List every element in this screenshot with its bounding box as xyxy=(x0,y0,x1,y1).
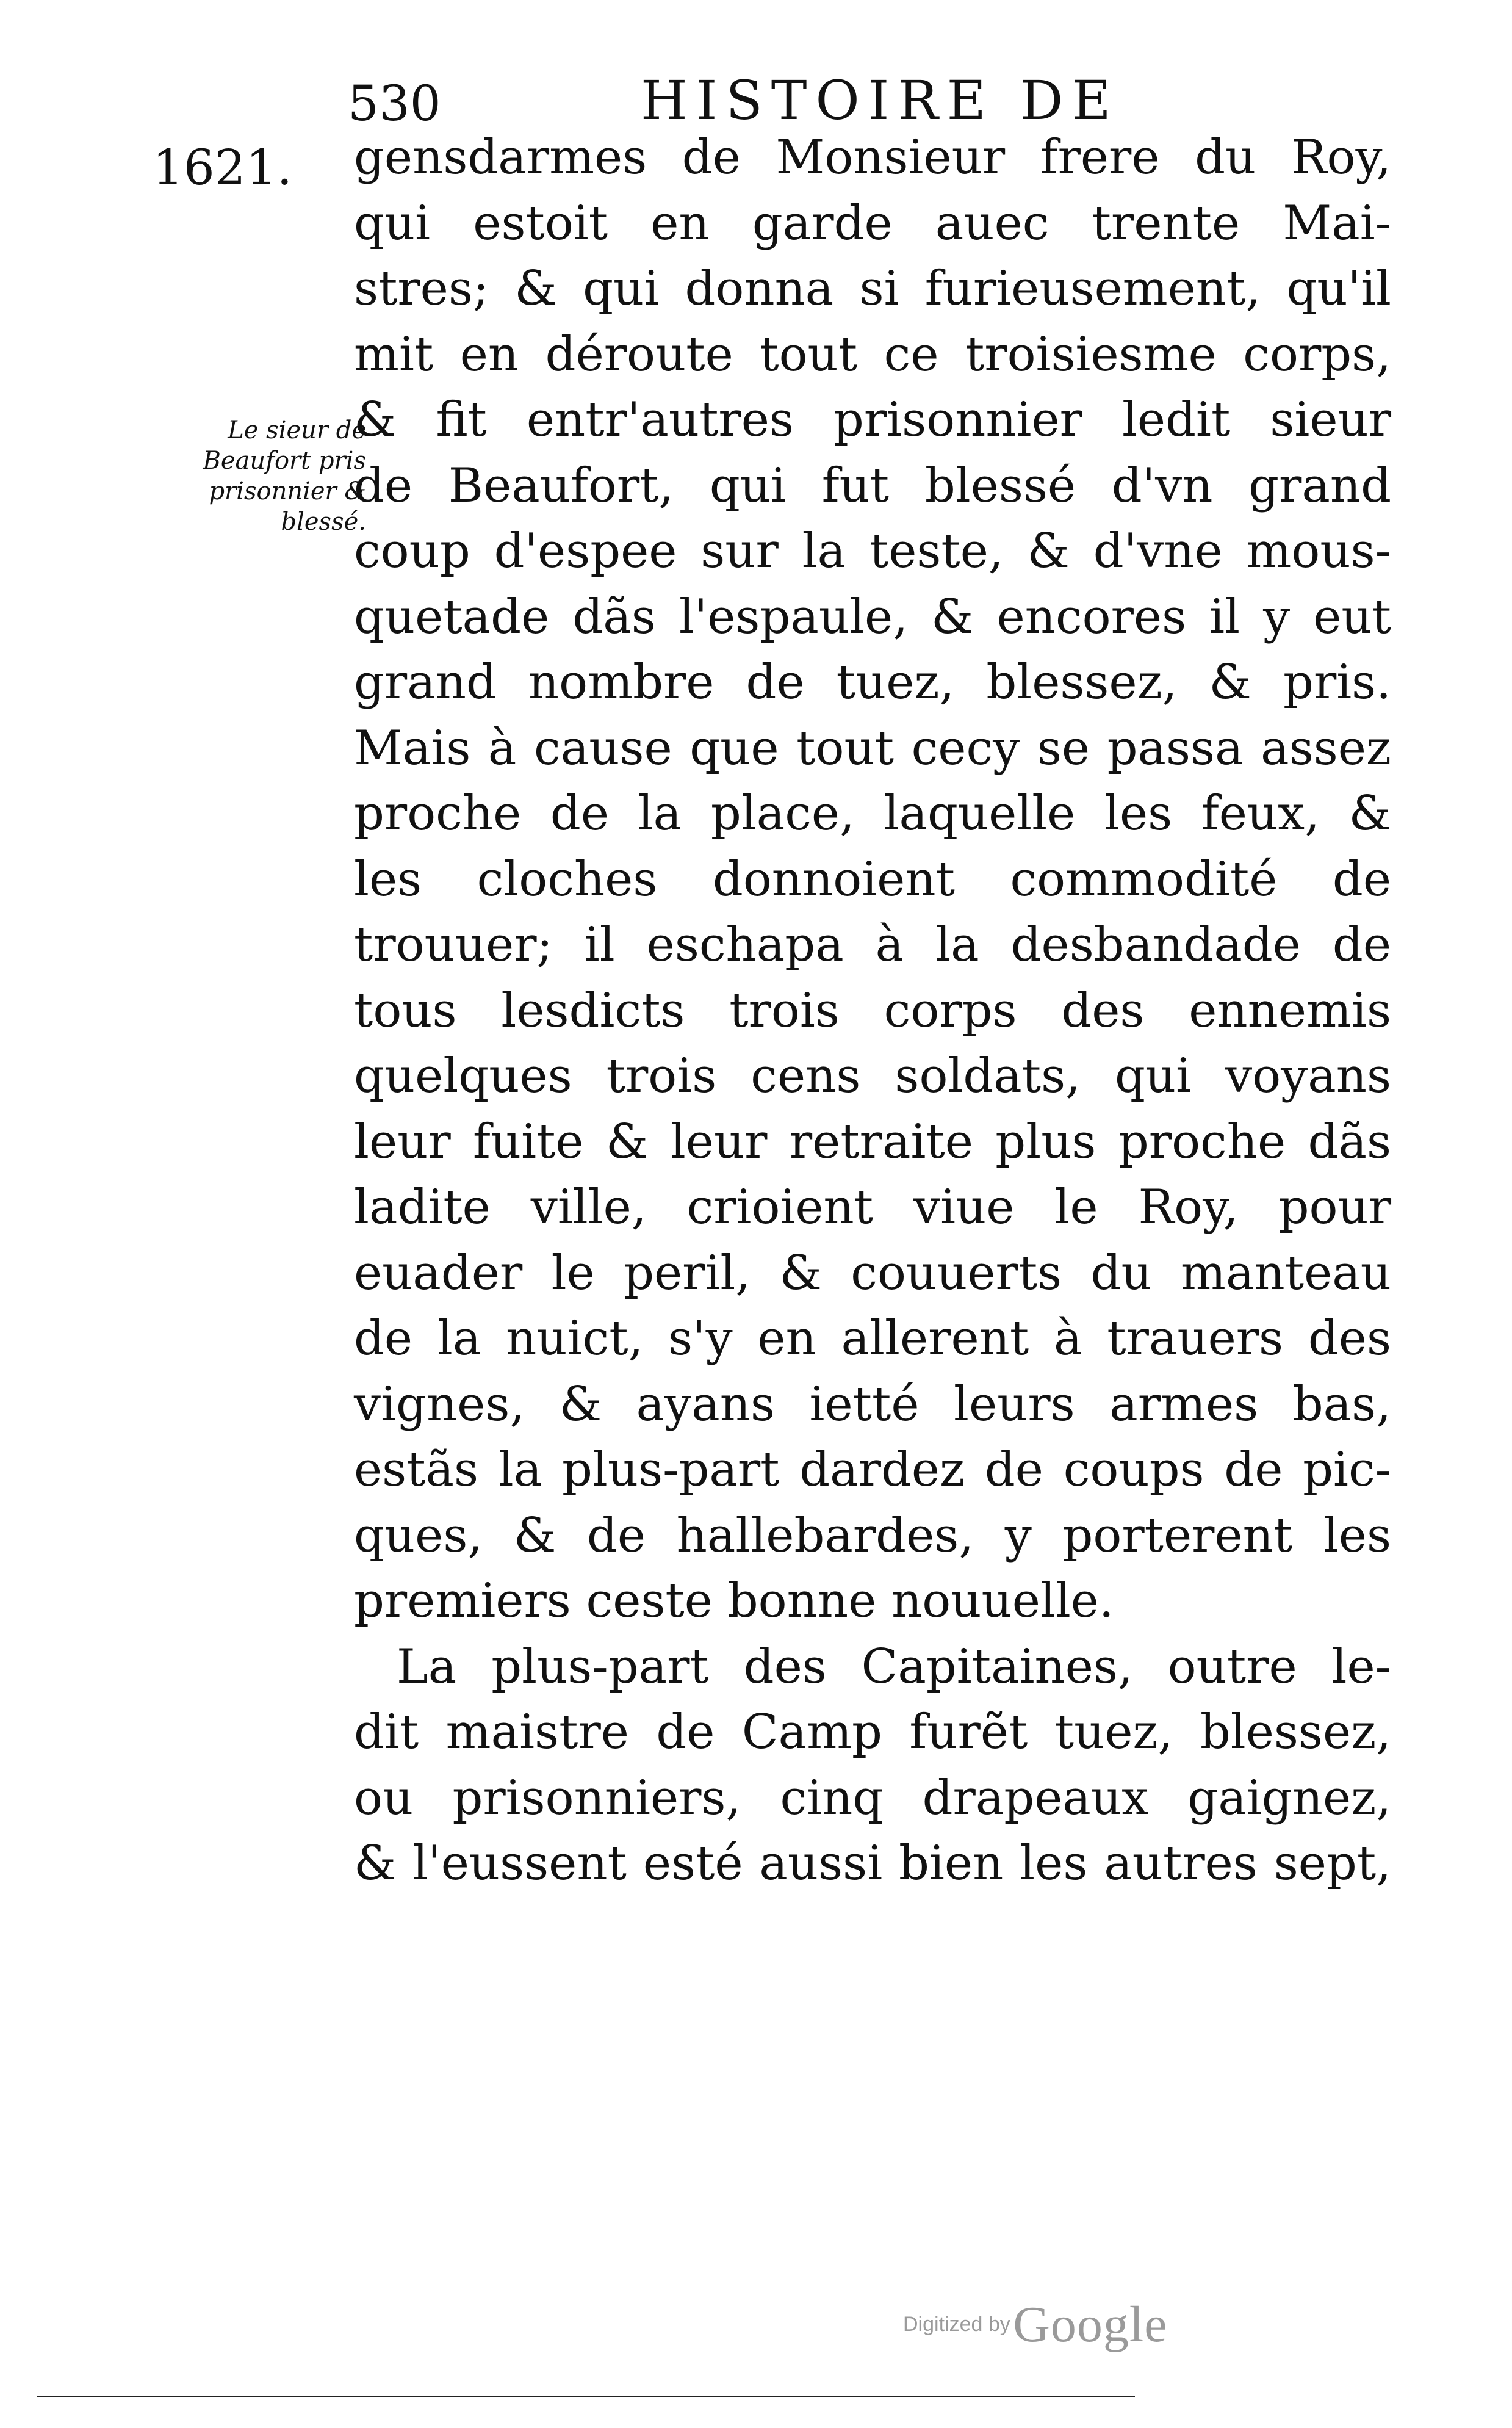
marginal-note-line: prisonnier & xyxy=(209,477,366,505)
text-line: ou prisonniers, cinq drapeaux gaignez, xyxy=(354,1770,1391,1826)
text-line: gensdarmes de Monsieur frere du Roy, xyxy=(354,130,1391,185)
text-line: Mais à cause que tout cecy se passa assez xyxy=(354,720,1391,776)
text-line: & fit entr'autres prisonnier ledit sieur xyxy=(354,392,1391,447)
text-line: stres; & qui donna si furieusement, qu'il xyxy=(354,261,1391,316)
text-line: grand nombre de tuez, blessez, & pris. xyxy=(354,655,1391,710)
marginal-note-line: blessé. xyxy=(281,508,366,536)
text-line: trouuer; il eschapa à la desbandade de xyxy=(354,917,1391,972)
digitized-watermark xyxy=(903,2295,1168,2354)
text-line: tous lesdicts trois corps des ennemis xyxy=(354,983,1391,1038)
text-line: dit maistre de Camp furẽt tuez, blessez, xyxy=(354,1705,1391,1760)
text-line: leur fuite & leur retraite plus proche dãs xyxy=(354,1114,1391,1169)
text-line: premiers ceste bonne nouuelle. xyxy=(354,1574,1114,1628)
running-head: HISTOIRE DE xyxy=(641,69,1120,132)
text-line: vignes, & ayans ietté leurs armes bas, xyxy=(354,1376,1391,1432)
text-line: La plus-part des Capitaines, outre le- xyxy=(397,1639,1391,1694)
body-text xyxy=(354,125,1391,1897)
page-number: 530 xyxy=(348,75,441,132)
watermark-prefix: Digitized by xyxy=(903,2313,1010,2336)
text-line: quetade dãs l'espaule, & encores il y eut xyxy=(354,589,1391,645)
text-line: & l'eussent esté aussi bien les autres sept, xyxy=(354,1836,1391,1891)
text-line: estãs la plus-part dardez de coups de pic- xyxy=(354,1442,1391,1497)
marginal-note-line: Beaufort pris xyxy=(203,447,366,475)
text-line: de la nuict, s'y en allerent à trauers des xyxy=(354,1311,1391,1366)
text-line: coup d'espee sur la teste, & d'vne mous- xyxy=(354,524,1391,579)
marginal-note xyxy=(110,415,366,537)
text-line: les cloches donnoient commodité de xyxy=(354,851,1391,907)
margin-year: 1621. xyxy=(153,139,293,196)
marginal-note-line: Le sieur de xyxy=(228,416,366,444)
scan-edge-rule xyxy=(37,2396,1135,2397)
text-line: euader le peril, & couuerts du manteau xyxy=(354,1245,1391,1301)
text-line: de Beaufort, qui fut blessé d'vn grand xyxy=(354,458,1391,513)
text-line: ques, & de hallebardes, y porterent les xyxy=(354,1508,1391,1563)
text-line: proche de la place, laquelle les feux, & xyxy=(354,786,1391,841)
text-line: quelques trois cens soldats, qui voyans xyxy=(354,1049,1391,1104)
text-line: qui estoit en garde auec trente Mai- xyxy=(354,195,1391,251)
watermark-brand: Google xyxy=(1013,2296,1168,2353)
text-line: ladite ville, crioient viue le Roy, pour xyxy=(354,1180,1391,1235)
text-line: mit en déroute tout ce troisiesme corps, xyxy=(354,327,1391,382)
